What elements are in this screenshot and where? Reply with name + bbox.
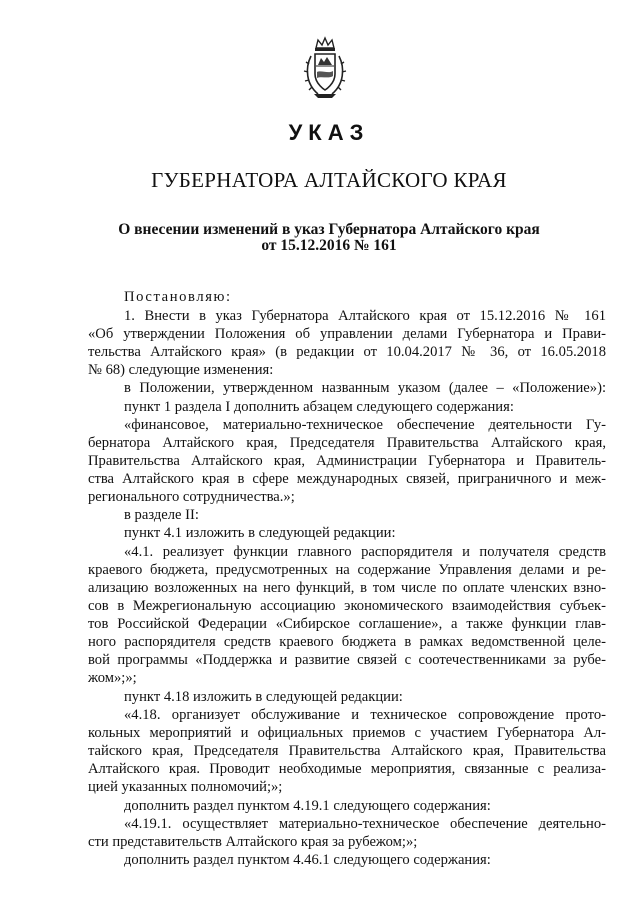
body-line: пункт 4.1 изложить в следующей редакции:	[124, 525, 396, 541]
body-line: жом»;»;	[88, 670, 137, 686]
body-line: дополнить раздел пунктом 4.19.1 следующего содержания:	[124, 798, 491, 814]
body-line: в Положении, утвержденном названным указом (далее – «Положение»):	[124, 380, 606, 396]
body-line: цией указанных полномочий;»;	[88, 779, 283, 795]
body-line: кольных мероприятий и официальных приемов с участием Губернатора Ал-	[88, 725, 606, 741]
body-line: пункт 1 раздела I дополнить абзацем следующего содержания:	[124, 399, 514, 415]
body-line: ализацию возложенных на него функций, в том числе по оплате членских взно-	[88, 580, 606, 596]
subject-line: от 15.12.2016 № 161	[261, 237, 397, 254]
body-line: «4.18. организует обслуживание и техническое сопровождение прото-	[124, 707, 606, 723]
body-line: сов в Межрегиональную ассоциацию экономического взаимодействия субъек-	[88, 598, 606, 614]
body-line: Постановляю:	[124, 289, 232, 305]
subject-line: О внесении изменений в указ Губернатора Алтайского края	[118, 221, 540, 238]
body-line: регионального сотрудничества.»;	[88, 489, 295, 505]
body-line: ства Алтайского края в сфере международных связей, приграничного и меж-	[88, 471, 606, 487]
body-line: дополнить раздел пунктом 4.46.1 следующего содержания:	[124, 852, 491, 868]
body-line: бернатора Алтайского края, Председателя Правительства Алтайского края,	[88, 435, 606, 451]
coat-of-arms-icon	[302, 36, 348, 100]
body-line: № 68) следующие изменения:	[88, 362, 274, 378]
body-line: «4.19.1. осуществляет материально-техническое обеспечение деятельно-	[124, 816, 606, 832]
body-line: Алтайского края. Проводит необходимые мероприятия, связанные с реализа-	[88, 761, 606, 777]
body-line: тайского края, Председателя Правительства Алтайского края, Правительства	[88, 743, 606, 759]
document-title: УКАЗ	[288, 120, 370, 145]
body-line: краевого бюджета, предусмотренных на содержание Управления делами и ре-	[88, 562, 606, 578]
body-line: «4.1. реализует функции главного распорядителя и получателя средств	[124, 544, 606, 560]
body-line: тов Российской Федерации «Сибирское соглашение», а также функции глав-	[88, 616, 606, 632]
body-line: «Об утверждении Положения об управлении делами Губернатора и Прави-	[88, 326, 606, 342]
body-line: сти представительств Алтайского края за рубежом;»;	[88, 834, 418, 850]
body-line: ного распорядителя средств краевого бюджета в рамках ведомственной целе-	[88, 634, 606, 650]
body-line: 1. Внести в указ Губернатора Алтайского края от 15.12.2016 № 161	[124, 308, 606, 324]
body-line: тельства Алтайского края» (в редакции от 10.04.2017 № 36, от 16.05.2018	[88, 344, 606, 360]
body-line: «финансовое, материально-техническое обеспечение деятельности Гу-	[124, 417, 606, 433]
body-line: Правительства Алтайского края, Администрации Губернатора и Правитель-	[88, 453, 606, 469]
issuer-title: ГУБЕРНАТОРА АЛТАЙСКОГО КРАЯ	[151, 168, 507, 192]
body-line: вой программы «Поддержка и развитие связей с соотечественниками за рубе-	[88, 652, 606, 668]
body-line: в разделе II:	[124, 507, 199, 523]
document-subject	[0, 222, 640, 254]
body-line: пункт 4.18 изложить в следующей редакции:	[124, 689, 403, 705]
